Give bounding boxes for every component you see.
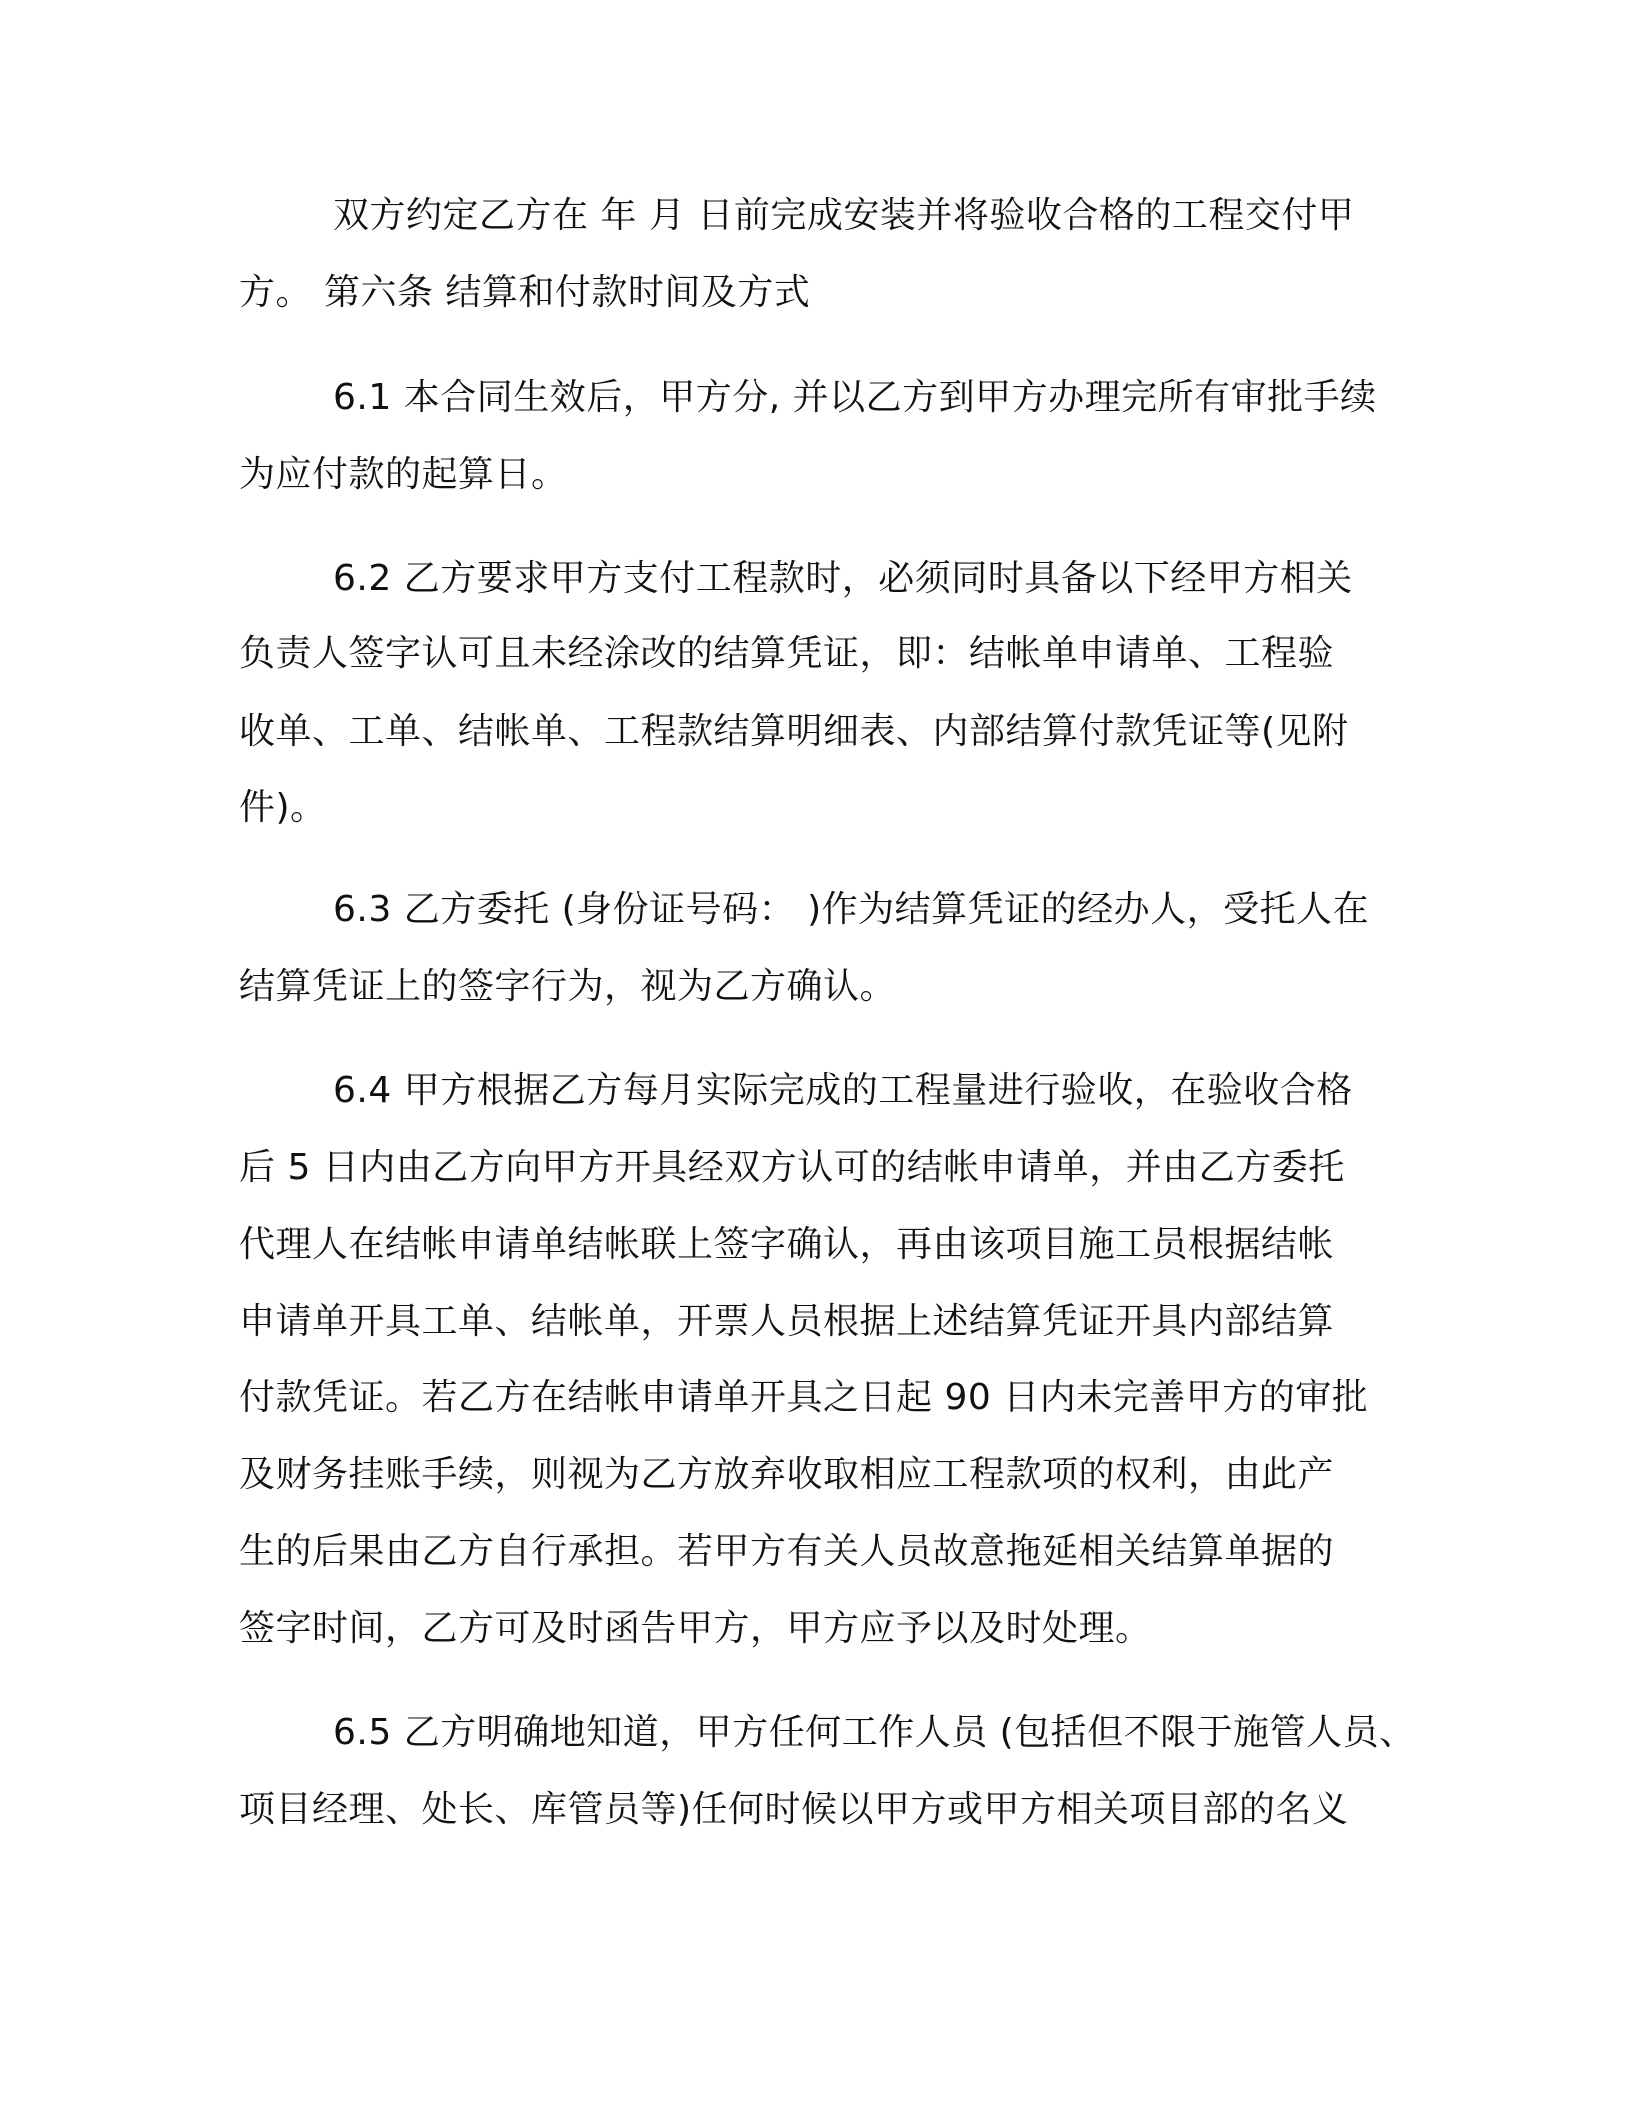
paragraph-3-line-4: 件)。 [239, 787, 327, 828]
paragraph-2-line-1: 6.1 本合同生效后，甲方分, 并以乙方到甲方办理完所有审批手续 [333, 377, 1377, 418]
paragraph-5-line-7: 生的后果由乙方自行承担。若甲方有关人员故意拖延相关结算单据的 [239, 1531, 1335, 1572]
paragraph-5-line-6: 及财务挂账手续，则视为乙方放弃收取相应工程款项的权利，由此产 [239, 1454, 1335, 1495]
paragraph-3-line-1: 6.2 乙方要求甲方支付工程款时，必须同时具备以下经甲方相关 [333, 558, 1353, 599]
paragraph-2-line-2: 为应付款的起算日。 [239, 454, 568, 495]
paragraph-6-line-1: 6.5 乙方明确地知道，甲方任何工作人员 (包括但不限于施管人员、 [333, 1712, 1416, 1753]
paragraph-5-line-5: 付款凭证。若乙方在结帐申请单开具之日起 90 日内未完善甲方的审批 [239, 1377, 1369, 1418]
paragraph-5-line-8: 签字时间，乙方可及时函告甲方，甲方应予以及时处理。 [239, 1608, 1152, 1649]
paragraph-3-line-2: 负责人签字认可且未经涂改的结算凭证，即：结帐单申请单、工程验 [239, 633, 1335, 674]
paragraph-4-line-1: 6.3 乙方委托 (身份证号码： )作为结算凭证的经办人，受托人在 [333, 889, 1370, 930]
paragraph-4-line-2: 结算凭证上的签字行为，视为乙方确认。 [239, 966, 897, 1007]
paragraph-3-line-3: 收单、工单、结帐单、工程款结算明细表、内部结算付款凭证等(见附 [239, 711, 1349, 752]
paragraph-1-line-2: 方。 第六条 结算和付款时间及方式 [239, 272, 811, 313]
paragraph-5-line-4: 申请单开具工单、结帐单，开票人员根据上述结算凭证开具内部结算 [239, 1301, 1335, 1342]
paragraph-5-line-1: 6.4 甲方根据乙方每月实际完成的工程量进行验收，在验收合格 [333, 1070, 1353, 1111]
paragraph-5-line-2: 后 5 日内由乙方向甲方开具经双方认可的结帐申请单，并由乙方委托 [239, 1147, 1345, 1188]
paragraph-1-line-1: 双方约定乙方在 年 月 日前完成安装并将验收合格的工程交付甲 [333, 195, 1355, 236]
paragraph-6-line-2: 项目经理、处长、库管员等)任何时候以甲方或甲方相关项目部的名义 [239, 1789, 1349, 1830]
paragraph-5-line-3: 代理人在结帐申请单结帐联上签字确认，再由该项目施工员根据结帐 [239, 1224, 1335, 1265]
